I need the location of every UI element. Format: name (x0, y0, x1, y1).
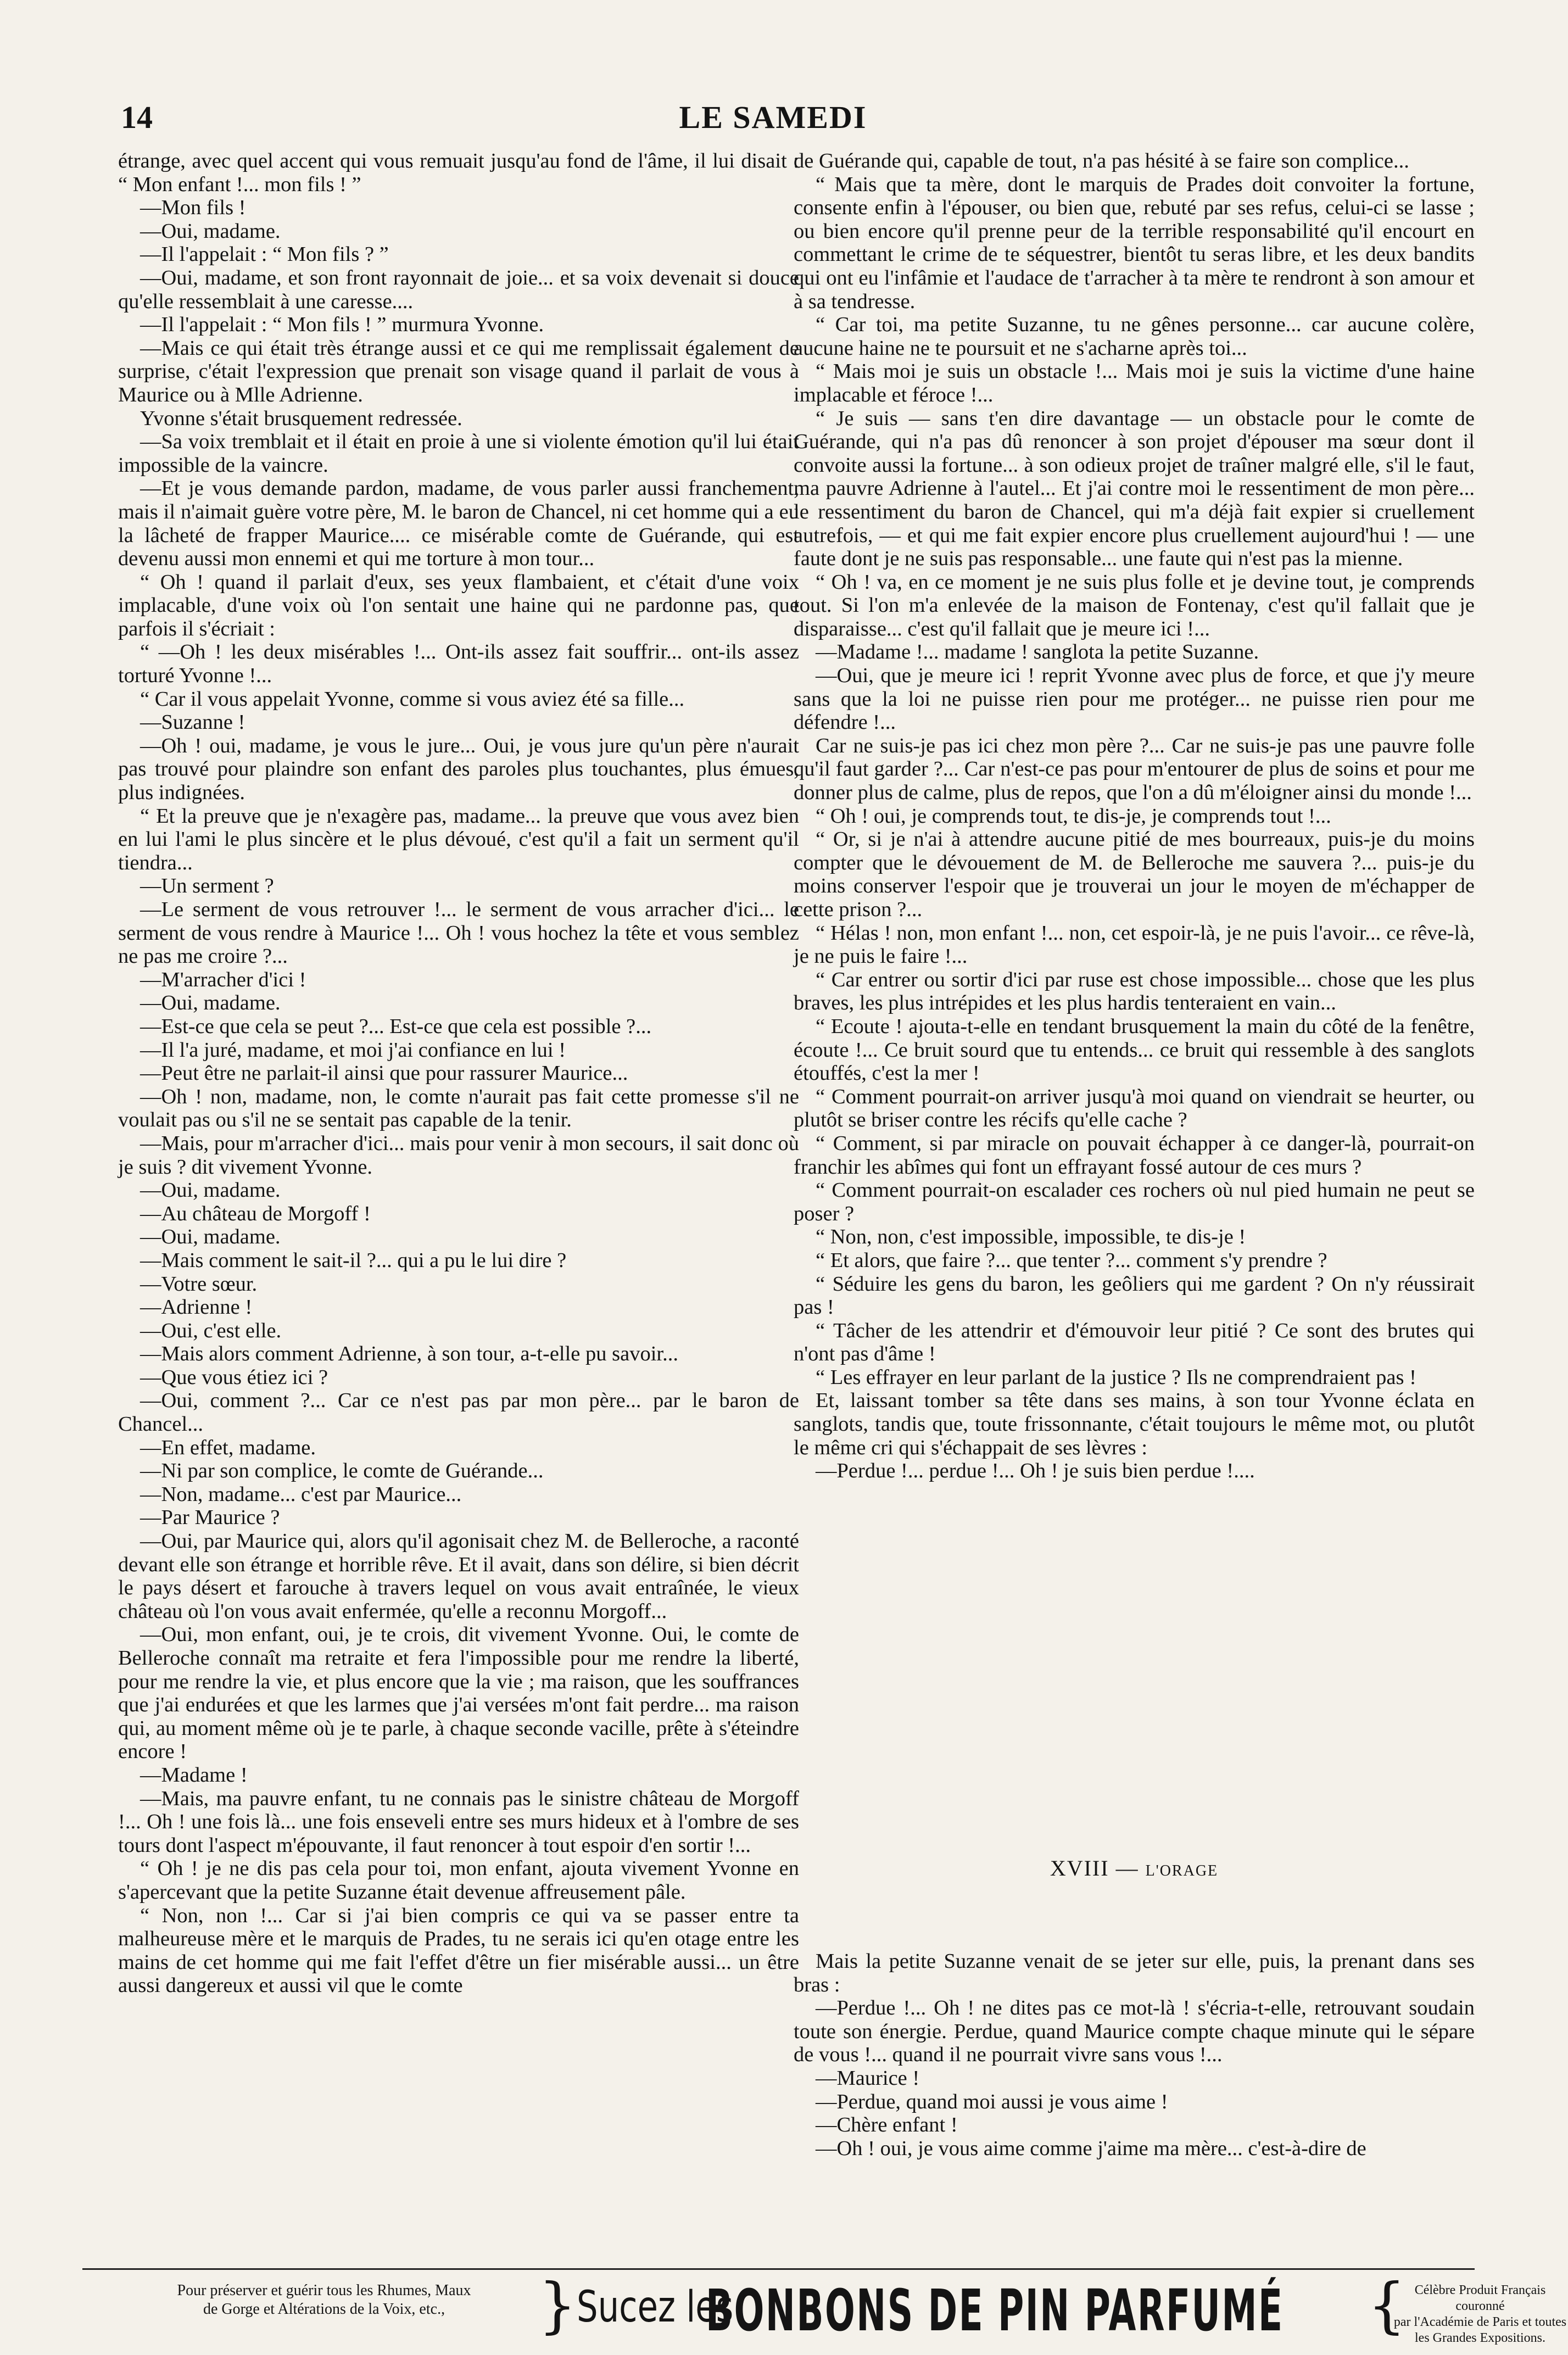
paragraph: —Oui, madame. (140, 1225, 281, 1249)
paragraph: Car ne suis-je pas ici chez mon père ?... Car ne suis-je pas une pauvre folle qu'il faut garder ?... Car n'est-ce pas pour m'entourer de plus de soins et pour me donner plus de calme, plus de repos, que l'on a dû m'éloigner ainsi du monde !... (794, 734, 1475, 805)
paragraph: —Madame ! (140, 1763, 248, 1787)
paragraph: “ Tâcher de les attendrir et d'émouvoir leur pitié ? Ce sont des brutes qui n'ont pas d'âme ! (794, 1319, 1475, 1366)
left-brace-icon: { (1368, 2270, 1406, 2340)
paragraph: —Mais, pour m'arracher d'ici... mais pour venir à mon secours, il sait donc où je suis ? dit vivement Yvonne. (118, 1131, 799, 1179)
paragraph: —Chère enfant ! (816, 2113, 958, 2137)
chapter-heading (794, 1855, 1475, 1881)
ad-award-line: Célèbre Produit Français couronné (1414, 2283, 1546, 2313)
paragraph: —Oui, que je meure ici ! reprit Yvonne avec plus de force, et que j'y meure sans que la loi ne puisse rien pour me protéger... ne puisse rien pour me défendre !... (794, 664, 1475, 734)
paragraph: “ Oh ! je ne dis pas cela pour toi, mon enfant, ajouta vivement Yvonne en s'apercevant que la petite Suzanne était devenue affreusement pâle. (118, 1857, 799, 1904)
paragraph: Mais la petite Suzanne venait de se jeter sur elle, puis, la prenant dans ses bras : (794, 1950, 1475, 1996)
journal-title: LE SAMEDI (679, 99, 867, 135)
paragraph: —Mais ce qui était très étrange aussi et ce qui me remplissait également de surprise, c'était l'expression que prenait son visage quand il parlait de vous à Maurice ou à Mlle Adrienne. (118, 336, 799, 406)
paragraph: —Oui, madame. (140, 1179, 281, 1202)
ad-description-line: Pour préserver et guérir tous les Rhumes, Maux (177, 2282, 471, 2299)
paragraph: “ Mais moi je suis un obstacle !... Mais moi je suis la victime d'une haine implacable et féroce !... (794, 360, 1475, 406)
paragraph: “ Car il vous appelait Yvonne, comme si vous aviez été sa fille... (140, 687, 685, 711)
paragraph: “ Hélas ! non, mon enfant !... non, cet espoir-là, je ne puis l'avoir... ce rêve-là, je ne puis le faire !... (794, 921, 1475, 968)
paragraph: —Oui, madame. (140, 219, 281, 243)
paragraph: “ Non, non !... Car si j'ai bien compris ce qui va se passer entre ta malheureuse mère et le marquis de Prades, tu ne serais ici qu'en otage entre les mains de cet homme qui me fait l'effet d'être un fier misérable aussi... un être aussi dangereux et aussi vil que le comte (118, 1904, 799, 1997)
advertisement (82, 2270, 1567, 2345)
paragraph: “ Or, si je n'ai à attendre aucune pitié de mes bourreaux, puis-je du moins compter que le dévouement de M. de Belleroche me sauvera ?... puis-je du moins conserver l'espoir que je trouverai un jour le moyen de m'échapper de cette prison ?... (794, 828, 1475, 921)
ad-award (1392, 2283, 1568, 2346)
paragraph: étrange, avec quel accent qui vous remuait jusqu'au fond de l'âme, il lui disait : “ Mon enfant !... mon fils ! ” (118, 149, 799, 196)
paragraph: —Mais comment le sait-il ?... qui a pu le lui dire ? (140, 1248, 567, 1272)
right-column-continuation (794, 1950, 1475, 2160)
ad-award-line: les Grandes Expositions. (1415, 2331, 1545, 2345)
paragraph: “ Mais que ta mère, dont le marquis de Prades doit convoiter la fortune, consente enfin à l'épouser, ou bien que, rebuté par ses refus, celui-ci se lasse ; ou bien encore qu'il prenne peur de la terrible responsabilité qu'il encourt en commettant le crime de te séquestrer, bientôt tu seras libre, et les deux bandits qui ont eu l'infâmie et l'audace de t'arracher à ta mère te rendront à son amour et à sa tendresse. (794, 172, 1475, 313)
paragraph: “ Oh ! oui, je comprends tout, te dis-je, je comprends tout !... (816, 804, 1331, 828)
ad-product-name: BONBONS DE PIN PARFUMÉ (706, 2277, 1284, 2344)
paragraph: —Par Maurice ? (140, 1506, 280, 1530)
paragraph: —Mais alors comment Adrienne, à son tour, a-t-elle pu savoir... (140, 1342, 678, 1366)
paragraph: —Oui, comment ?... Car ce n'est pas par mon père... par le baron de Chancel... (118, 1389, 799, 1436)
paragraph: —Peut être ne parlait-il ainsi que pour rassurer Maurice... (140, 1062, 628, 1085)
paragraph: —Oh ! oui, je vous aime comme j'aime ma mère... c'est-à-dire de (816, 2136, 1366, 2160)
paragraph: —Perdue !... perdue !... Oh ! je suis bien perdue !.... (816, 1459, 1255, 1483)
paragraph: —Oh ! non, madame, non, le comte n'aurait pas fait cette promesse s'il ne voulait pas ou s'il ne se sentait pas capable de la tenir. (118, 1085, 799, 1132)
paragraph: “ Comment pourrait-on arriver jusqu'à moi quand on viendrait se heurter, ou plutôt se briser contre les récifs qu'elle cache ? (794, 1085, 1475, 1132)
paragraph: “ Car entrer ou sortir d'ici par ruse est chose impossible... chose que les plus braves, les plus intrépides et les plus hardis tenteraient en vain... (794, 968, 1475, 1015)
ad-slogan: Sucez les (577, 2283, 734, 2332)
paragraph: —Il l'appelait : “ Mon fils ! ” murmura Yvonne. (140, 313, 544, 337)
paragraph: —Et je vous demande pardon, madame, de vous parler aussi franchement, mais il n'aimait guère votre père, M. le baron de Chancel, ni cet homme qui a eu la lâcheté de frapper Maurice.... ce misérable comte de Guérande, qui est devenu aussi mon ennemi et qui me torture à mon tour... (118, 477, 799, 571)
ad-description-line: de Gorge et Altérations de la Voix, etc., (203, 2301, 445, 2318)
paragraph: —Madame !... madame ! sanglota la petite Suzanne. (816, 640, 1259, 664)
paragraph: “ Car toi, ma petite Suzanne, tu ne gênes personne... car aucune colère, aucune haine ne te poursuit et ne s'acharne après toi... (794, 313, 1475, 360)
paragraph: —Que vous étiez ici ? (140, 1365, 328, 1389)
paragraph: —M'arracher d'ici ! (140, 968, 306, 991)
paragraph: —Oui, madame. (140, 991, 281, 1015)
paragraph: —Mais, ma pauvre enfant, tu ne connais pas le sinistre château de Morgoff !... Oh ! une fois là... une fois enseveli entre ses murs hideux et à l'ombre de ses tours dont l'aspect m'épouvante, il faut renoncer à tout espoir d'en sortir !... (118, 1787, 799, 1857)
paragraph: —Il l'a juré, madame, et moi j'ai confiance en lui ! (140, 1038, 566, 1062)
paragraph: —Oui, madame, et son front rayonnait de joie... et sa voix devenait si douce qu'elle ressemblait à une caresse.... (118, 266, 799, 313)
paragraph: “ Non, non, c'est impossible, impossible, te dis-je ! (816, 1225, 1246, 1249)
chapter-title: L'ORAGE (1145, 1862, 1219, 1879)
page-number: 14 (121, 99, 153, 135)
paragraph: —Oui, par Maurice qui, alors qu'il agonisait chez M. de Belleroche, a raconté devant elle son étrange et horrible rêve. Et il avait, dans son délire, si bien décrit le pays désert et farouche à travers lequel on vous avait entraînée, le vieux château où l'on vous avait enfermée, qu'elle a reconnu Morgoff... (118, 1530, 799, 1623)
paragraph: “ Comment, si par miracle on pouvait échapper à ce danger-là, pourrait-on franchir les abîmes qui font un effrayant fossé autour de ces murs ? (794, 1131, 1475, 1179)
paragraph: —En effet, madame. (140, 1436, 316, 1459)
paragraph: —Il l'appelait : “ Mon fils ? ” (140, 243, 389, 266)
paragraph: —Oui, c'est elle. (140, 1319, 282, 1342)
paragraph: —Sa voix tremblait et il était en proie à une si violente émotion qu'il lui était impossible de la vaincre. (118, 430, 799, 477)
paragraph: “ Ecoute ! ajouta-t-elle en tendant brusquement la main du côté de la fenêtre, écoute !... Ce bruit sourd que tu entends... ce bruit qui ressemble à des sanglots étouffés, c'est la mer ! (794, 1014, 1475, 1085)
left-column (118, 149, 799, 1997)
paragraph: —Est-ce que cela se peut ?... Est-ce que cela est possible ?... (140, 1014, 652, 1038)
right-column (794, 149, 1475, 1483)
paragraph: “ Oh ! va, en ce moment je ne suis plus folle et je devine tout, je comprends tout. Si l'on m'a enlevée de la maison de Fontenay, c'est qu'il fallait que je disparaisse... c'est qu'il fallait que je meure ici !... (794, 570, 1475, 640)
right-brace-icon: } (538, 2270, 577, 2340)
paragraph: Et, laissant tomber sa tête dans ses mains, à son tour Yvonne éclata en sanglots, tandis que, toute frissonnante, c'était toujours le même mot, ou plutôt le même cri qui s'échappait de ses lèvres : (794, 1389, 1475, 1459)
ad-award-line: par l'Académie de Paris et toutes (1393, 2315, 1567, 2329)
paragraph: Yvonne s'était brusquement redressée. (140, 406, 462, 430)
paragraph: —Le serment de vous retrouver !... le serment de vous arracher d'ici... le serment de vous rendre à Maurice !... Oh ! vous hochez la tête et vous semblez ne pas me croire ?... (118, 898, 799, 968)
chapter-number: XVIII — (1050, 1856, 1139, 1880)
paragraph: —Ni par son complice, le comte de Guérande... (140, 1459, 544, 1483)
ad-description (115, 2281, 533, 2319)
paragraph: “ Je suis — sans t'en dire davantage — un obstacle pour le comte de Guérande, qui n'a pas dû renoncer à son projet d'épouser ma sœur dont il convoite aussi la fortune... à son odieux projet de traîner malgré elle, s'il le faut, ma pauvre Adrienne à l'autel... Et j'ai contre moi le ressentiment de mon père... le ressentiment du baron de Chancel, qui m'a déjà fait expier si cruellement autrefois, — et qui me fait expier encore plus cruellement aujourd'hui ! — une faute dont je ne suis pas responsable... une faute qui n'est pas la mienne. (794, 406, 1475, 571)
paragraph: “ Séduire les gens du baron, les geôliers qui me gardent ? On n'y réussirait pas ! (794, 1272, 1475, 1319)
footer-rule (82, 2268, 1475, 2270)
paragraph: —Votre sœur. (140, 1272, 258, 1296)
paragraph: —Maurice ! (816, 2066, 920, 2090)
paragraph: —Oh ! oui, madame, je vous le jure... Oui, je vous jure qu'un père n'aurait pas trouvé pour plaindre son enfant des paroles plus touchantes, plus émues, plus indignées. (118, 734, 799, 805)
paragraph: “ —Oh ! les deux misérables !... Ont-ils assez fait souffrir... ont-ils assez torturé Yvonne !... (118, 640, 799, 688)
paragraph: —Au château de Morgoff ! (140, 1202, 371, 1225)
paragraph: “ Et la preuve que je n'exagère pas, madame... la preuve que vous avez bien en lui l'ami le plus sincère et le plus dévoué, c'est qu'il a fait un serment qu'il tiendra... (118, 804, 799, 874)
paragraph: —Adrienne ! (140, 1296, 253, 1319)
paragraph: —Perdue !... Oh ! ne dites pas ce mot-là ! s'écria-t-elle, retrouvant soudain toute son énergie. Perdue, quand Maurice compte chaque minute qui le sépare de vous !... quand il ne pourrait vivre sans vous !... (794, 1996, 1475, 2067)
paragraph: “ Les effrayer en leur parlant de la justice ? Ils ne comprendraient pas ! (816, 1365, 1416, 1389)
page-header (82, 93, 1464, 143)
paragraph: “ Oh ! quand il parlait d'eux, ses yeux flambaient, et c'était d'une voix implacable, d'une voix où l'on sentait une haine qui ne pardonne pas, que parfois il s'écriait : (118, 570, 799, 640)
paragraph: —Suzanne ! (140, 711, 245, 734)
paragraph: de Guérande qui, capable de tout, n'a pas hésité à se faire son complice... (794, 149, 1409, 172)
paragraph: —Un serment ? (140, 874, 274, 898)
paragraph: —Mon fils ! (140, 196, 246, 220)
paragraph: “ Comment pourrait-on escalader ces rochers où nul pied humain ne peut se poser ? (794, 1179, 1475, 1225)
paragraph: “ Et alors, que faire ?... que tenter ?... comment s'y prendre ? (816, 1248, 1327, 1272)
paragraph: —Perdue, quand moi aussi je vous aime ! (816, 2090, 1168, 2113)
paragraph: —Oui, mon enfant, oui, je te crois, dit vivement Yvonne. Oui, le comte de Belleroche connaît ma retraite et fera l'impossible pour me rendre la liberté, pour me rendre la vie, et plus encore que la vie ; ma raison, que les souffrances que j'ai endurées et que les larmes que j'ai versées m'ont fait perdre... ma raison qui, au moment même où je te parle, à chaque seconde vacille, prête à s'éteindre encore ! (118, 1623, 799, 1764)
paragraph: —Non, madame... c'est par Maurice... (140, 1482, 462, 1506)
